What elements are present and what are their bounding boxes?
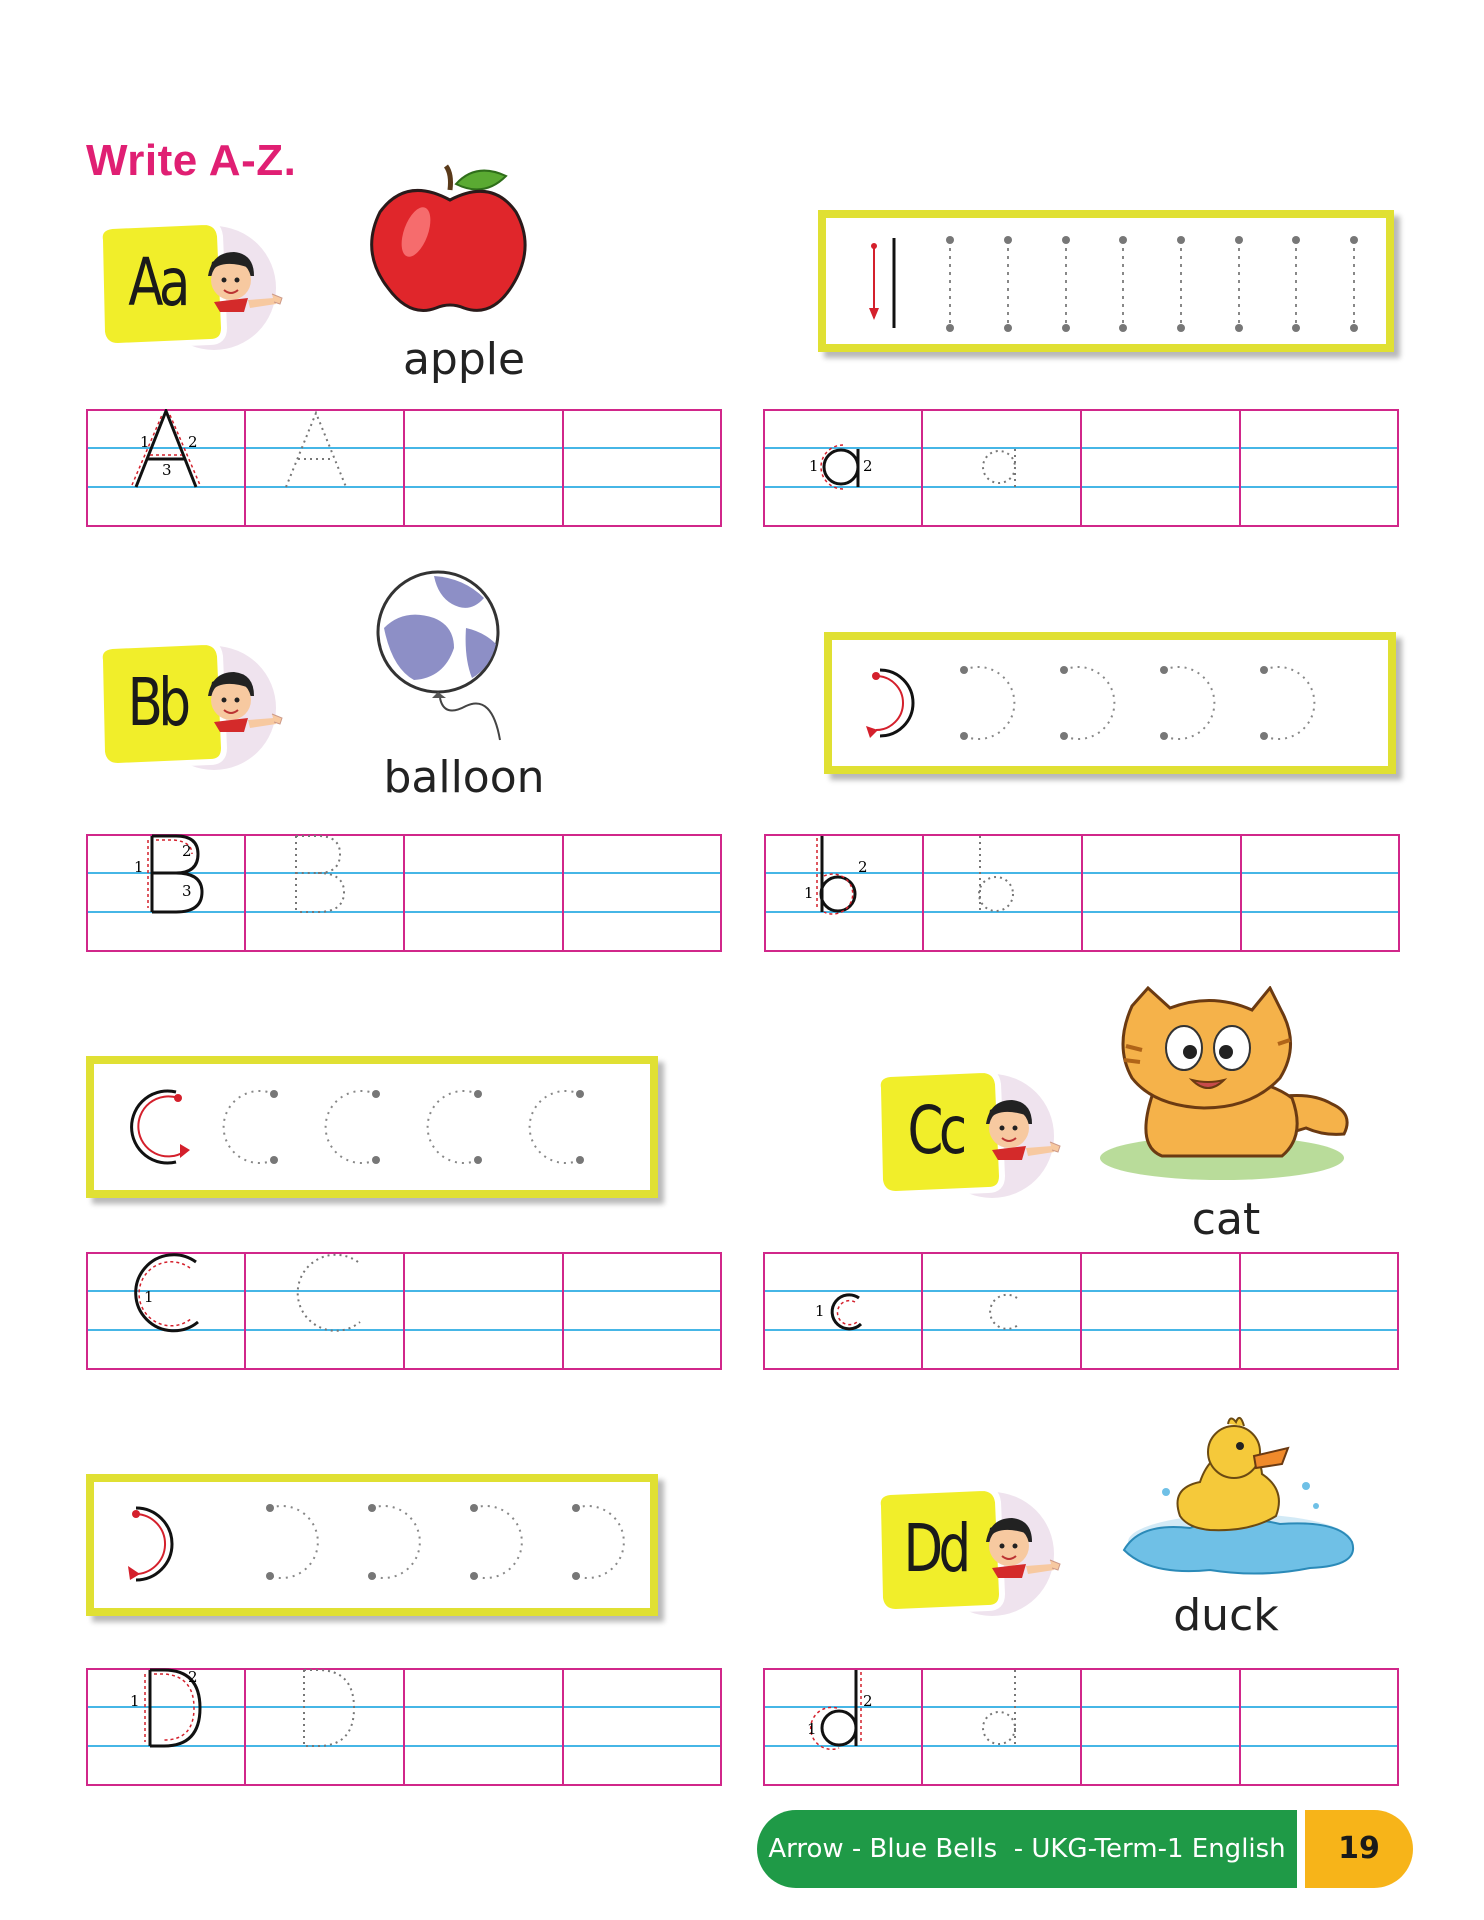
writing-grid-upper-c[interactable] (86, 1252, 722, 1370)
stroke-number: 1 (809, 457, 819, 475)
stroke-number: 1 (130, 1692, 140, 1710)
stroke-practice-curve-left (86, 1056, 658, 1198)
stroke-number: 3 (182, 882, 192, 900)
badge-cc (864, 1058, 1064, 1218)
balloon-illustration (374, 568, 514, 744)
stroke-number: 3 (162, 461, 172, 479)
word-balloon: balloon (383, 752, 545, 803)
stroke-number: 1 (815, 1302, 825, 1320)
stroke-number: 2 (182, 842, 192, 860)
apple-illustration (366, 162, 534, 322)
stroke-practice-vertical (818, 210, 1394, 352)
badge-bb (86, 630, 286, 790)
stroke-number: 2 (188, 1668, 198, 1686)
writing-grid-lower-a[interactable] (763, 409, 1399, 527)
stroke-number: 2 (188, 433, 198, 451)
stroke-number: 2 (863, 457, 873, 475)
pointing-boy-icon (982, 1094, 1062, 1174)
duck-illustration (1110, 1412, 1370, 1588)
badge-dd (864, 1476, 1064, 1636)
page-number: 19 (1305, 1810, 1413, 1888)
writing-grid-upper-b[interactable] (86, 834, 722, 952)
badge-aa (86, 210, 286, 370)
stroke-number: 1 (144, 1288, 154, 1306)
stroke-number: 1 (807, 1720, 817, 1738)
pointing-boy-icon (204, 246, 284, 326)
pointing-boy-icon (204, 666, 284, 746)
footer-book-title: Arrow - Blue Bells - UKG-Term-1 English (757, 1810, 1297, 1888)
writing-grid-lower-c[interactable] (763, 1252, 1399, 1370)
stroke-practice-curve-right-2 (86, 1474, 658, 1616)
word-duck: duck (1173, 1590, 1279, 1641)
stroke-practice-curve-right (824, 632, 1396, 774)
stroke-number: 2 (858, 858, 868, 876)
badge-letter: Dd (903, 1510, 967, 1587)
word-cat: cat (1191, 1194, 1261, 1245)
stroke-number: 1 (134, 858, 144, 876)
writing-grid-upper-a[interactable] (86, 409, 722, 527)
pointing-boy-icon (982, 1512, 1062, 1592)
badge-letter: Aa (128, 244, 186, 321)
badge-letter: Cc (907, 1092, 963, 1169)
writing-grid-lower-b[interactable] (764, 834, 1400, 952)
stroke-number: 2 (863, 1692, 873, 1710)
cat-illustration (1092, 986, 1364, 1186)
stroke-number: 1 (804, 884, 814, 902)
badge-letter: Bb (127, 664, 187, 741)
word-apple: apple (402, 334, 526, 385)
writing-grid-lower-d[interactable] (763, 1668, 1399, 1786)
page-title: Write A-Z. (86, 136, 297, 185)
stroke-number: 1 (140, 433, 150, 451)
writing-grid-upper-d[interactable] (86, 1668, 722, 1786)
